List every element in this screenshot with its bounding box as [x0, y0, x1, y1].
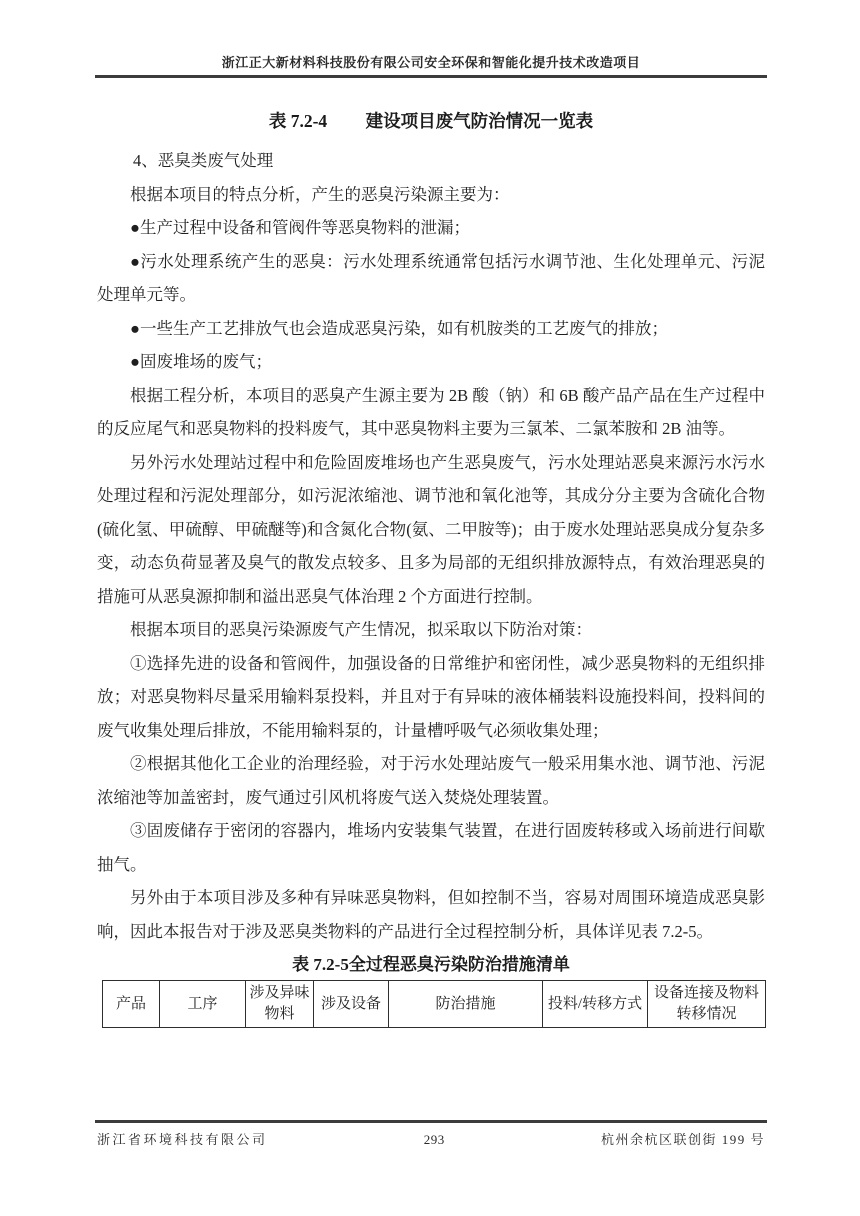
body-paragraph-bullet: ●生产过程中设备和管阀件等恶臭物料的泄漏；: [130, 218, 470, 237]
body-paragraph-bullet: ●固废堆场的废气；: [130, 352, 272, 371]
body-paragraph-bullet: ●污水处理系统产生的恶臭：污水处理系统通常包括污水调节池、生化处理单元、污泥处理单元等。: [97, 251, 765, 304]
table-7-2-5-caption-title: 全过程恶臭污染防治措施清单: [348, 955, 570, 974]
footer-page-number: 293: [423, 1132, 445, 1147]
body-paragraph: 根据工程分析，本项目的恶臭产生源主要为 2B 酸（钠）和 6B 酸产品产品在生产过程中的反应尾气和恶臭物料的投料废气，其中恶臭物料主要为三氯苯、二氯苯胺和 2B 油等。: [97, 385, 765, 438]
body-paragraph: 另外由于本项目涉及多种有异味恶臭物料，但如控制不当，容易对周围环境造成恶臭影响，因此本报告对于涉及恶臭类物料的产品进行全过程控制分析，具体详见表 7.2-5。: [97, 888, 765, 941]
column-header-measures: 防治措施: [389, 981, 543, 1028]
body-paragraph: 另外污水处理站过程中和危险固废堆场也产生恶臭废气，污水处理站恶臭来源污水污水处理过程和污泥处理部分，如污泥浓缩池、调节池和氧化池等，其成分分主要为含硫化合物(硫化氢、甲硫醇、甲硫醚等)和含氮化合物(氨、二甲胺等)；由于废水处理站恶臭成分复杂多变，动态负荷显著及臭气的散发点较多、且多为局部的无组织排放源特点，有效治理恶臭的措施可从恶臭源抑制和溢出恶臭气体治理 2 个方面进行控制。: [97, 452, 765, 606]
column-header-odor-material: 涉及异味物料: [246, 981, 314, 1028]
table-header-row: [103, 981, 766, 1028]
page-footer: [97, 1129, 765, 1148]
table-7-2-5-caption: [97, 950, 765, 980]
column-header-feeding-transfer: 投料/转移方式: [543, 981, 648, 1028]
header-rule: [95, 75, 767, 78]
page-header-title: 浙江正大新材料科技股份有限公司安全环保和智能化提升技术改造项目: [221, 55, 641, 70]
body-paragraph: 根据本项目的特点分析，产生的恶臭污染源主要为：: [130, 184, 510, 204]
section-heading: 4、恶臭类废气处理: [133, 151, 274, 170]
page-content: [97, 106, 765, 1028]
table-7-2-4-caption-label: 表 7.2-4: [268, 111, 328, 131]
column-header-connection-transfer: 设备连接及物料转移情况: [648, 981, 766, 1028]
body-paragraph: 根据本项目的恶臭污染源废气产生情况，拟采取以下防治对策：: [130, 620, 592, 639]
column-header-process: 工序: [160, 981, 246, 1028]
footer-address: 杭州余杭区联创街 199 号: [600, 1132, 765, 1147]
footer-company: 浙江省环境科技有限公司: [97, 1132, 268, 1147]
table-7-2-4-caption: [97, 106, 765, 136]
body-paragraph-numbered: ②根据其他化工企业的治理经验，对于污水处理站废气一般采用集水池、调节池、污泥浓缩池等加盖密封，废气通过引风机将废气送入焚烧处理装置。: [97, 754, 765, 807]
column-header-product: 产品: [103, 981, 160, 1028]
footer-rule: [95, 1120, 767, 1123]
odor-control-measures-table: [102, 980, 766, 1028]
body-paragraph-bullet: ●一些生产工艺排放气也会造成恶臭污染，如有机胺类的工艺废气的排放；: [130, 318, 668, 338]
body-paragraph-numbered: ③固废储存于密闭的容器内，堆场内安装集气装置，在进行固废转移或入场前进行间歇抽气。: [97, 821, 765, 874]
table-7-2-5-caption-label: 表 7.2-5: [292, 955, 349, 974]
body-paragraph-numbered: ①选择先进的设备和管阀件，加强设备的日常维护和密闭性，减少恶臭物料的无组织排放；对恶臭物料尽量采用输料泵投料，并且对于有异味的液体桶装料设施投料间，投料间的废气收集处理后排放，不能用输料泵的，计量槽呼吸气必须收集处理；: [97, 653, 765, 740]
column-header-equipment: 涉及设备: [314, 981, 389, 1028]
table-7-2-4-caption-title: 建设项目废气防治情况一览表: [365, 111, 594, 131]
